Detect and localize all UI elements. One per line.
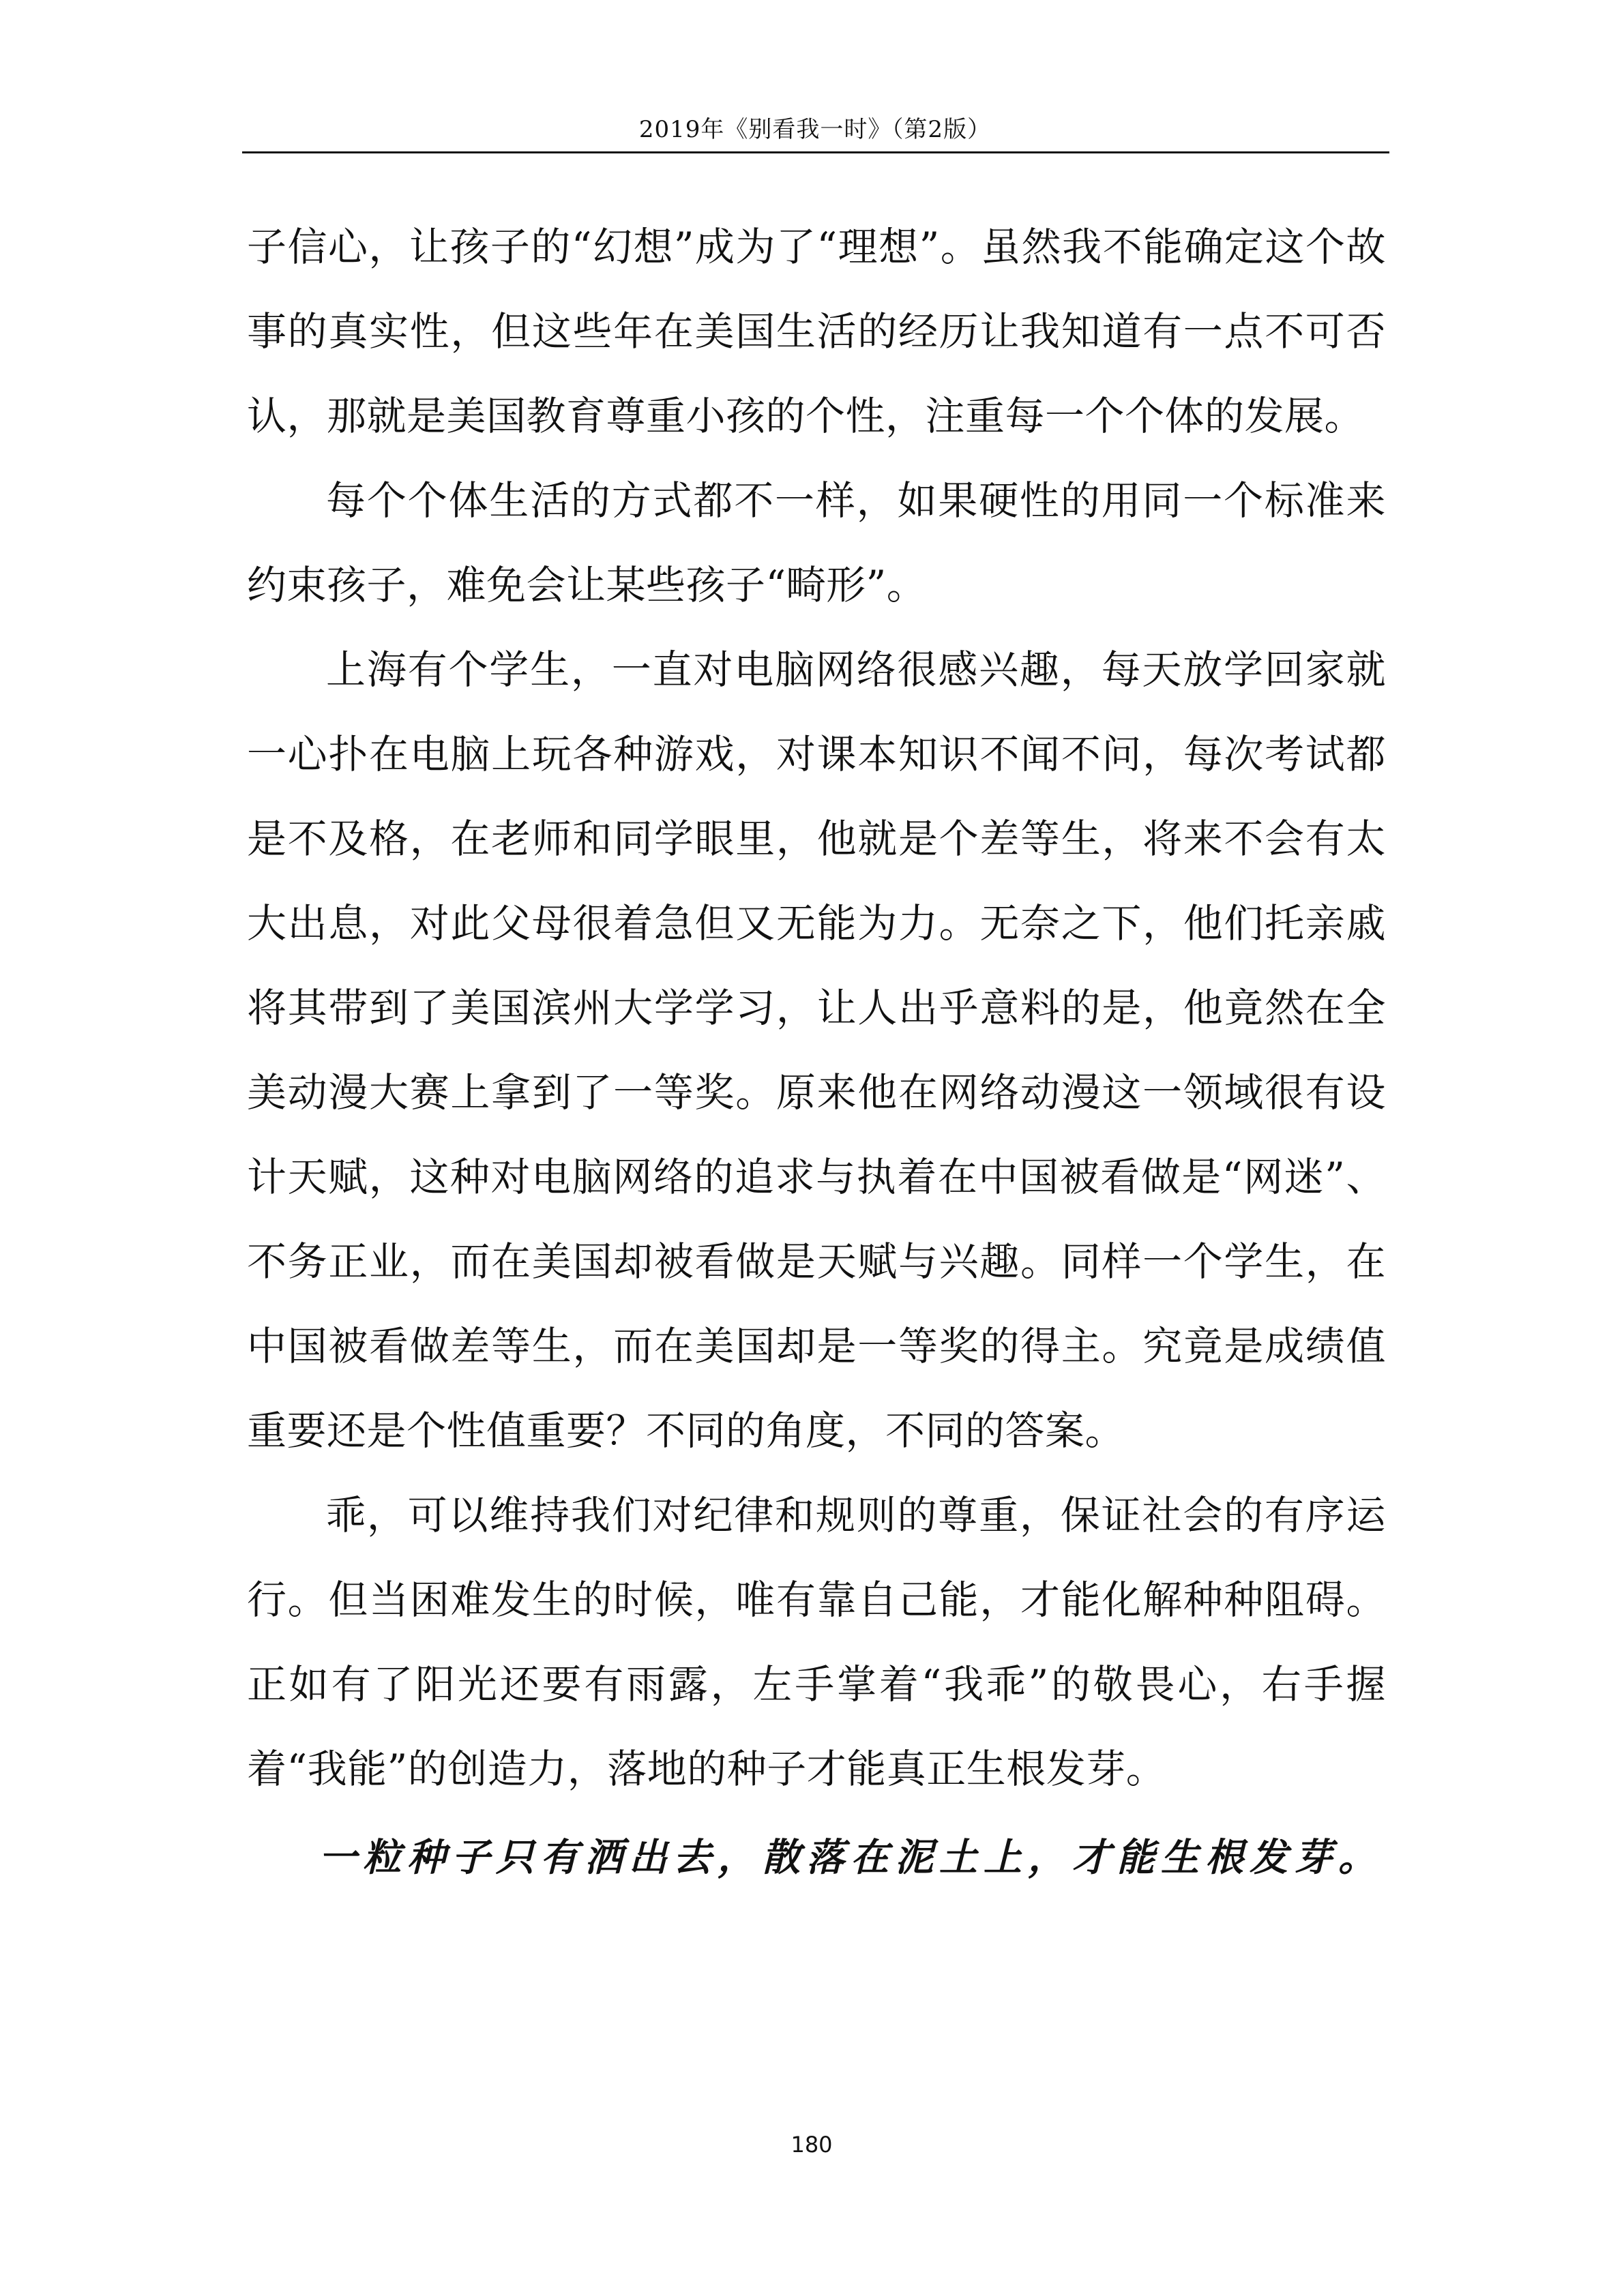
body-text: [247, 205, 1386, 1811]
paragraph: 上海有个学生，一直对电脑网络很感兴趣，每天放学回家就一心扑在电脑上玩各种游戏，对课本知识不闻不问，每次考试都是不及格，在老师和同学眼里，他就是个差等生，将来不会有太大出息，对此父母很着急但又无能为力。无奈之下，他们托亲戚将其带到了美国滨州大学学习，让人出乎意料的是，他竟然在全美动漫大赛上拿到了一等奖。原来他在网络动漫这一领域很有设计天赋，这种对电脑网络的追求与执着在中国被看做是“网迷”、不务正业，而在美国却被看做是天赋与兴趣。同样一个学生，在中国被看做差等生，而在美国却是一等奖的得主。究竟是成绩值重要还是个性值重要？不同的角度，不同的答案。: [247, 646, 1386, 1454]
header-rule: [242, 151, 1389, 153]
running-header: 2019年《别看我一时》（第2版）: [638, 116, 992, 143]
closing-motto: 一粒种子只有洒出去，散落在泥土上，才能生根发芽。: [319, 1836, 1383, 1880]
paragraph-continued: 子信心，让孩子的“幻想”成为了“理想”。虽然我不能确定这个故事的真实性，但这些年在美国生活的经历让我知道有一点不可否认，那就是美国教育尊重小孩的个性，注重每一个个体的发展。: [247, 224, 1386, 439]
paragraph: 每个个体生活的方式都不一样，如果硬性的用同一个标准来约束孩子，难免会让某些孩子“畸形”。: [247, 477, 1386, 608]
page-number: 180: [791, 2132, 833, 2158]
paragraph: 乖，可以维持我们对纪律和规则的尊重，保证社会的有序运行。但当困难发生的时候，唯有靠自己能，才能化解种种阻碍。正如有了阳光还要有雨露，左手掌着“我乖”的敬畏心，右手握着“我能”的创造力，落地的种子才能真正生根发芽。: [247, 1492, 1386, 1792]
